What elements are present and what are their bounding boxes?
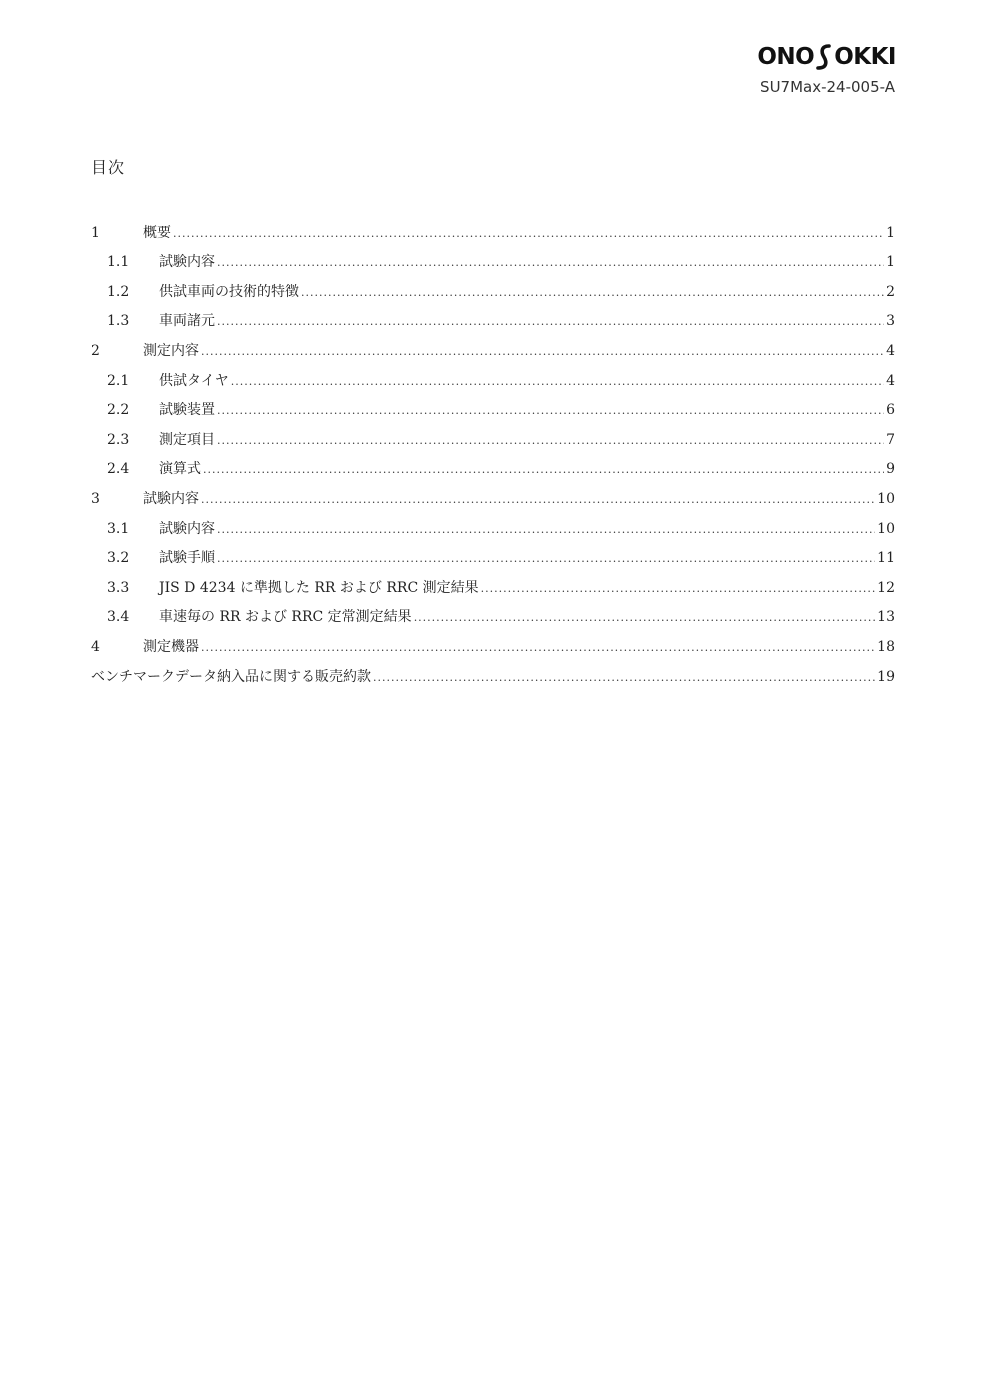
toc-entry-page[interactable]: 9	[886, 461, 895, 478]
logo-text-right: OKKI	[834, 44, 896, 70]
toc-entry-title[interactable]: ベンチマークデータ納入品に関する販売約款	[91, 668, 371, 685]
toc-entry-title[interactable]: 測定項目	[159, 431, 215, 448]
toc-entry[interactable]	[91, 360, 895, 390]
toc-entry-title[interactable]: 試験手順	[159, 550, 215, 567]
document-id: SU7Max-24-005-A	[760, 78, 895, 96]
toc-leader-dots	[481, 582, 876, 597]
toc-entry-page[interactable]: 2	[886, 283, 895, 300]
toc-entry-title[interactable]: 演算式	[159, 461, 201, 478]
toc-entry-title[interactable]: 試験装置	[159, 402, 215, 419]
toc-leader-dots	[231, 375, 884, 390]
toc-entry-number: 3	[91, 490, 100, 507]
logo-s-mark-icon	[815, 44, 833, 70]
toc-entry-title[interactable]: 測定機器	[143, 638, 199, 655]
toc-entry[interactable]	[91, 242, 895, 272]
company-logo	[757, 44, 896, 70]
toc-entry[interactable]	[91, 419, 895, 449]
toc-entry-title[interactable]: 試験内容	[159, 520, 215, 537]
toc-entry[interactable]	[91, 626, 895, 656]
toc-entry-title[interactable]: JIS D 4234 に準拠した RR および RRC 測定結果	[159, 579, 479, 596]
toc-entry-title[interactable]: 車両諸元	[159, 313, 215, 330]
toc-entry[interactable]	[91, 390, 895, 420]
toc-entry[interactable]	[91, 212, 895, 242]
toc-leader-dots	[301, 286, 884, 301]
toc-entry-page[interactable]: 3	[886, 313, 895, 330]
toc-leader-dots	[217, 315, 884, 330]
toc-entry-page[interactable]: 11	[877, 550, 895, 567]
toc-entry-title[interactable]: 供試タイヤ	[159, 372, 229, 389]
toc-entry[interactable]	[91, 330, 895, 360]
toc-entry-number: 1.2	[107, 283, 130, 300]
toc-entry-page[interactable]: 7	[886, 431, 895, 448]
toc-entry-title[interactable]: 試験内容	[159, 254, 215, 271]
toc-leader-dots	[203, 463, 884, 478]
toc-entry-page[interactable]: 1	[886, 254, 895, 271]
toc-entry-number: 4	[91, 638, 100, 655]
toc-entry-page[interactable]: 4	[886, 342, 895, 359]
toc-leader-dots	[201, 493, 875, 508]
toc-entry[interactable]	[91, 478, 895, 508]
toc-entry-page[interactable]: 10	[877, 520, 895, 537]
toc-entry-title[interactable]: 概要	[143, 224, 171, 241]
toc-leader-dots	[217, 523, 875, 538]
toc-leader-dots	[201, 641, 875, 656]
toc-entry-page[interactable]: 1	[886, 224, 895, 241]
toc-entry-number: 2.3	[107, 431, 130, 448]
toc-entry-number: 2	[91, 342, 100, 359]
toc-entry-number: 3.2	[107, 550, 130, 567]
toc-entry-page[interactable]: 6	[886, 402, 895, 419]
toc-leader-dots	[217, 256, 884, 271]
toc-entry[interactable]	[91, 656, 895, 686]
toc-entry-page[interactable]: 12	[877, 579, 895, 596]
toc-entry[interactable]	[91, 271, 895, 301]
toc-entry-title[interactable]: 車速毎の RR および RRC 定常測定結果	[159, 609, 412, 626]
toc-entry-number: 1	[91, 224, 100, 241]
logo-text-left: ONO	[757, 44, 815, 70]
toc-entry-page[interactable]: 4	[886, 372, 895, 389]
toc-entry-number: 2.1	[107, 372, 130, 389]
toc-leader-dots	[201, 345, 884, 360]
toc-entry-number: 2.4	[107, 461, 130, 478]
toc-entry-number: 1.1	[107, 254, 130, 271]
toc-entry-title[interactable]: 供試車両の技術的特徴	[159, 283, 299, 300]
toc-entry-number: 1.3	[107, 313, 130, 330]
toc-leader-dots	[414, 611, 875, 626]
toc-entry[interactable]	[91, 301, 895, 331]
toc-leader-dots	[217, 552, 875, 567]
toc-entry-title[interactable]: 試験内容	[143, 490, 199, 507]
toc-entry[interactable]	[91, 538, 895, 568]
toc-entry[interactable]	[91, 449, 895, 479]
toc-entry[interactable]	[91, 508, 895, 538]
toc-leader-dots	[173, 227, 884, 242]
toc-entry-number: 3.1	[107, 520, 130, 537]
table-of-contents	[91, 212, 895, 686]
toc-entry-number: 2.2	[107, 402, 130, 419]
toc-entry-title[interactable]: 測定内容	[143, 342, 199, 359]
toc-entry-number: 3.4	[107, 609, 130, 626]
toc-leader-dots	[217, 434, 884, 449]
toc-entry-number: 3.3	[107, 579, 130, 596]
toc-entry[interactable]	[91, 597, 895, 627]
toc-entry[interactable]	[91, 567, 895, 597]
toc-entry-page[interactable]: 13	[877, 609, 895, 626]
toc-entry-page[interactable]: 19	[877, 668, 895, 685]
toc-leader-dots	[373, 671, 875, 686]
toc-entry-page[interactable]: 10	[877, 490, 895, 507]
toc-entry-page[interactable]: 18	[877, 638, 895, 655]
toc-leader-dots	[217, 404, 884, 419]
toc-title: 目次	[91, 158, 126, 177]
